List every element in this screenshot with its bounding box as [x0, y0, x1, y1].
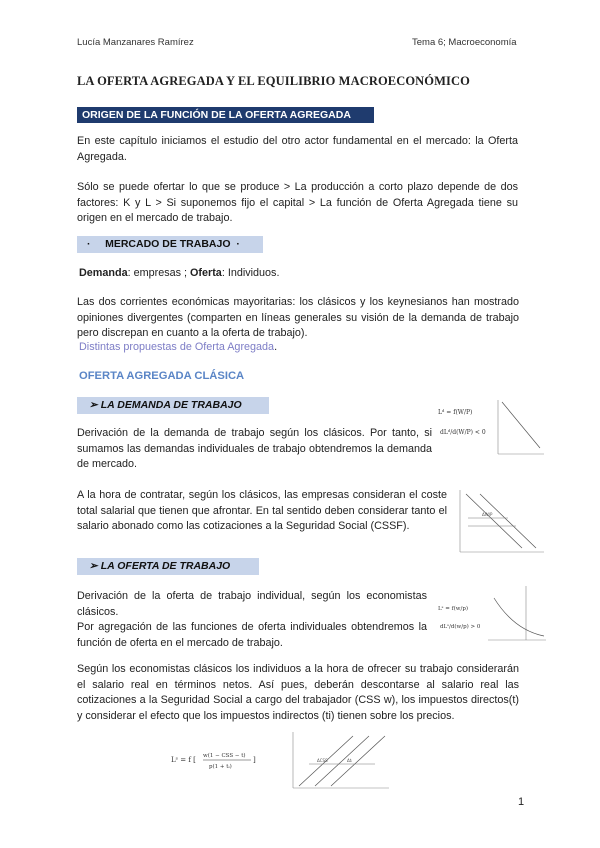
section-bar-origen: ORIGEN DE LA FUNCIÓN DE LA OFERTA AGREGADA [77, 107, 374, 123]
propuestas-link-line: Distintas propuestas de Oferta Agregada. [79, 341, 278, 353]
oferta-text: : Individuos. [221, 267, 280, 279]
demanda-paragraph-2: A la hora de contratar, según los clásicos, las empresas consideran el coste total salarial que tienen que afrontar. En tal sentido deben considerar tanto el salario abonado como las cotizaciones a la Seguridad Social (CSSF). [77, 489, 447, 533]
header-topic: Tema 6; Macroeconomía [412, 37, 517, 48]
oferta-paragraph-2: Por agregación de las funciones de oferta individuales obtendremos la función de oferta en el mercado de trabajo. [77, 621, 427, 649]
bullet-marker: · [236, 238, 240, 250]
header-author: Lucía Manzanares Ramírez [77, 37, 194, 48]
propuestas-link[interactable]: Distintas propuestas de Oferta Agregada [79, 341, 275, 353]
demanda-label: Demanda [79, 267, 128, 279]
supply-figure [436, 584, 551, 644]
clasica-heading: OFERTA AGREGADA CLÁSICA [79, 370, 245, 382]
supply-shift-figure [283, 730, 393, 792]
oferta-paragraph-3: Según los economistas clásicos los individuos a la hora de ofrecer su trabajo considerarán el salario real en términos netos. Así pues, deberán descontarse al salario real las cotizaciones a la Seguridad Social a cargo del trabajador (CSS w), los impuestos directos(t) y considerar el efecto que los impuestos indirectos (ti) tienen sobre los precios. [77, 663, 519, 722]
mercado-heading-text: MERCADO DE TRABAJO [105, 238, 231, 250]
oferta-label: Oferta [190, 267, 222, 279]
demanda-text: : empresas ; [127, 267, 191, 279]
demand-figure [436, 398, 546, 458]
cssf-shift-figure [452, 488, 547, 556]
svg-text:dLˢ/d(w/p) > 0: dLˢ/d(w/p) > 0 [440, 624, 481, 630]
demanda-trabajo-heading: ➢ LA DEMANDA DE TRABAJO [77, 397, 269, 414]
svg-text:p(1 + tᵢ): p(1 + tᵢ) [209, 764, 232, 770]
corrientes-paragraph: Las dos corrientes económicas mayoritarias: los clásicos y los keynesianos han mostrado opiniones divergentes (comparten en líneas generales su visión de la demanda de trabajo pero discrepan en cuanto a la oferta de trabajo). [77, 296, 519, 340]
net-wage-formula [169, 746, 264, 776]
svg-text:dLᵈ/d(W/P) < 0: dLᵈ/d(W/P) < 0 [440, 429, 486, 436]
demanda-paragraph-1: Derivación de la demanda de trabajo según los clásicos. Por tanto, si sumamos las demandas individuales de trabajo obtendremos la demanda de mercado. [77, 427, 432, 471]
svg-text:Lˢ = f(w/p): Lˢ = f(w/p) [438, 606, 469, 612]
svg-text:]: ] [253, 756, 256, 764]
svg-text:Lᵈ = f(W/P): Lᵈ = f(W/P) [438, 409, 473, 416]
svg-text:w(1 − CSS − t): w(1 − CSS − t) [203, 753, 246, 759]
svg-text:ΔCSS: ΔCSS [317, 758, 328, 763]
demanda-oferta-line [79, 266, 519, 282]
oferta-paragraph-1: Derivación de la oferta de trabajo individual, según los economistas clásicos. [77, 590, 427, 618]
intro-paragraph-1: En este capítulo iniciamos el estudio del otro actor fundamental en el mercado: la Oferta Agregada. [77, 135, 518, 163]
oferta-trabajo-heading: ➢ LA OFERTA DE TRABAJO [77, 558, 259, 575]
intro-paragraph-2: Sólo se puede ofertar lo que se produce > La producción a corto plazo depende de dos factores: K y L > Si suponemos fijo el capital > La función de Oferta Agregada tiene su origen en el mercado de trabajo. [77, 181, 518, 225]
svg-text:Lˢ = f [: Lˢ = f [ [171, 756, 196, 764]
svg-text:ΔW/P: ΔW/P [482, 512, 493, 517]
svg-text:Δtᵢ: Δtᵢ [347, 758, 353, 763]
mercado-heading [77, 236, 263, 253]
bullet-marker: · [87, 238, 91, 250]
page-title: LA OFERTA AGREGADA Y EL EQUILIBRIO MACROECONÓMICO [77, 74, 470, 88]
page-number: 1 [518, 796, 525, 808]
